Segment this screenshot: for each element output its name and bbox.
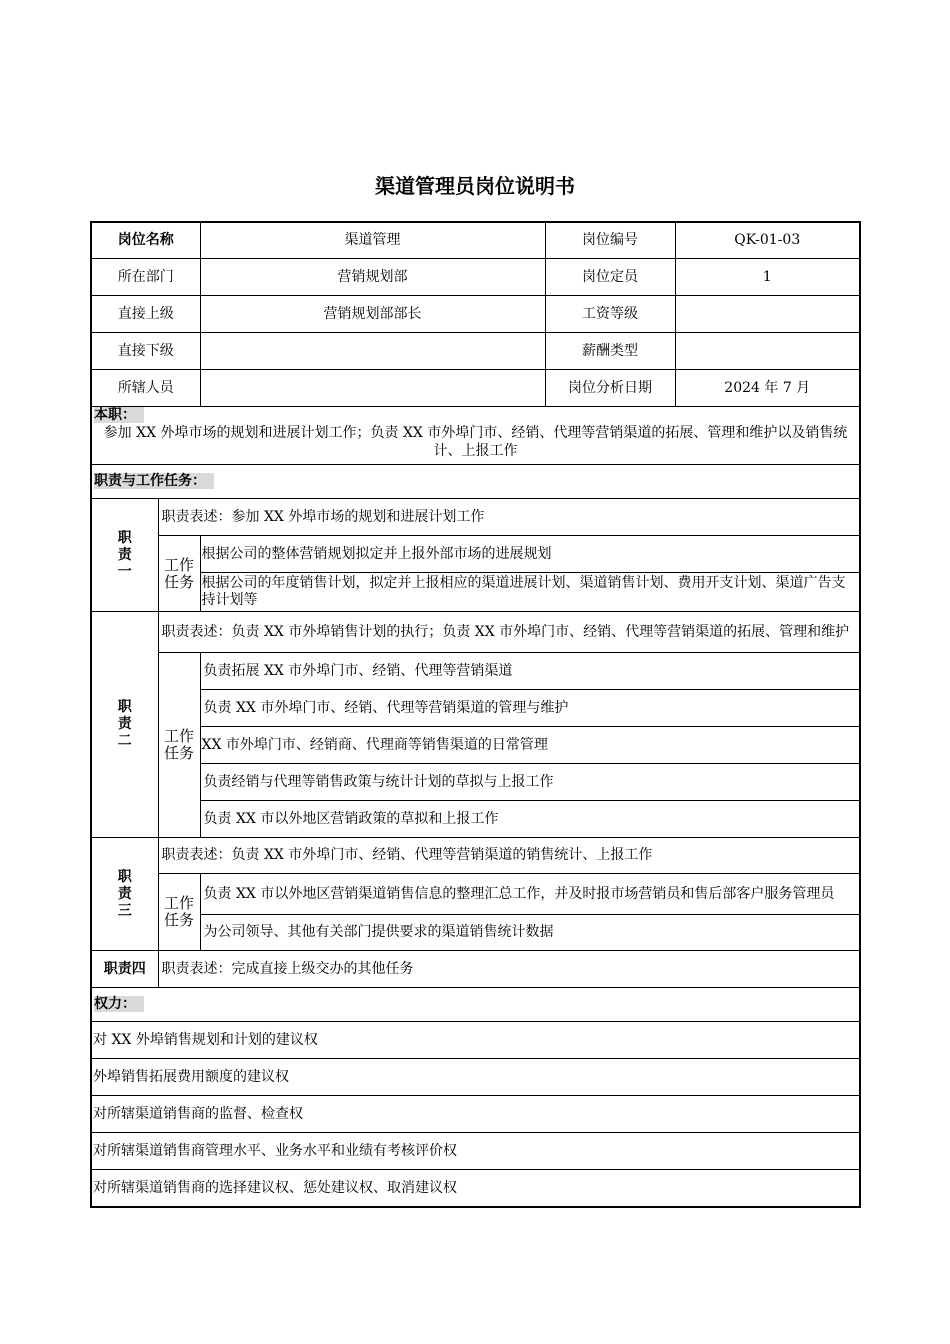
- duty-4-name: 职责四: [91, 951, 158, 988]
- authority-item-3: 对所辖渠道销售商的监督、检查权: [91, 1096, 860, 1133]
- duty-3-description: 职责表述：负责 XX 市外埠门市、经销、代理等营销渠道的销售统计、上报工作: [158, 838, 860, 874]
- duty-2-task-1: 负责拓展 XX 市外埠门市、经销、代理等营销渠道: [200, 653, 860, 690]
- duty-4-description: 职责表述：完成直接上级交办的其他任务: [158, 951, 860, 988]
- duty-1-description: 职责表述：参加 XX 外埠市场的规划和进展计划工作: [158, 499, 860, 536]
- position-name-value: 渠道管理: [200, 222, 545, 259]
- duty-2-task-5: 负责 XX 市以外地区营销政策的草拟和上报工作: [200, 801, 860, 838]
- duty-2-task-2: 负责 XX 市外埠门市、经销、代理等营销渠道的管理与维护: [200, 690, 860, 727]
- headcount-label: 岗位定员: [545, 259, 675, 296]
- authority-row: [91, 1022, 860, 1059]
- position-code-label: 岗位编号: [545, 222, 675, 259]
- salary-grade-label: 工资等级: [545, 296, 675, 333]
- headcount-value: 1: [675, 259, 860, 296]
- duty-2-task-row: [91, 653, 860, 690]
- superior-label: 直接上级: [91, 296, 200, 333]
- subordinate-label: 直接下级: [91, 333, 200, 370]
- job-description-table: [90, 221, 861, 1208]
- duty-3-description-row: [91, 838, 860, 874]
- responsibilities-header-row: [91, 465, 860, 499]
- duty-3-task-2: 为公司领导、其他有关部门提供要求的渠道销售统计数据: [200, 915, 860, 951]
- authority-row: [91, 1133, 860, 1170]
- duty-3-task-1: 负责 XX 市以外地区营销渠道销售信息的整理汇总工作，并及时报市场营销员和售后部客户服务管理员: [200, 874, 860, 915]
- duty-2-name: 职责二: [91, 612, 158, 838]
- department-label: 所在部门: [91, 259, 200, 296]
- position-name-label: 岗位名称: [91, 222, 200, 259]
- authority-row: [91, 1096, 860, 1133]
- duty-2-description-row: [91, 612, 860, 653]
- authority-row: [91, 1170, 860, 1208]
- staff-value: [200, 370, 545, 407]
- pay-type-value: [675, 333, 860, 370]
- duty-1-task-row: [91, 573, 860, 612]
- duty-1-description-row: [91, 499, 860, 536]
- authority-item-2: 外埠销售拓展费用额度的建议权: [91, 1059, 860, 1096]
- duty-1-task-row: [91, 536, 860, 573]
- authority-header-row: [91, 988, 860, 1022]
- duty-2-task-3: XX 市外埠门市、经销商、代理商等销售渠道的日常管理: [200, 727, 860, 764]
- responsibilities-label: 职责与工作任务：: [94, 473, 214, 489]
- info-row-staff: [91, 370, 860, 407]
- duty-row: [91, 407, 860, 465]
- subordinate-value: [200, 333, 545, 370]
- duty-2-task-row: [91, 801, 860, 838]
- duty-label: 本职：: [94, 407, 144, 423]
- authority-item-1: 对 XX 外埠销售规划和计划的建议权: [91, 1022, 860, 1059]
- duty-1-name: 职责一: [91, 499, 158, 612]
- authority-item-4: 对所辖渠道销售商管理水平、业务水平和业绩有考核评价权: [91, 1133, 860, 1170]
- info-row-subordinate: [91, 333, 860, 370]
- duty-3-task-row: [91, 915, 860, 951]
- analysis-date-label: 岗位分析日期: [545, 370, 675, 407]
- duty-text: 参加 XX 外埠市场的规划和进展计划工作；负责 XX 市外埠门市、经销、代理等营销渠道的拓展、管理和维护以及销售统计、上报工作: [103, 425, 848, 459]
- authority-item-5: 对所辖渠道销售商的选择建议权、惩处建议权、取消建议权: [91, 1170, 860, 1208]
- duty-1-task-label: 工作任务: [158, 536, 200, 612]
- duty-2-task-row: [91, 727, 860, 764]
- salary-grade-value: [675, 296, 860, 333]
- duty-2-task-label: 工作任务: [158, 653, 200, 838]
- duty-3-task-row: [91, 874, 860, 915]
- info-row-department: [91, 259, 860, 296]
- duty-4-row: [91, 951, 860, 988]
- duty-2-description: 职责表述：负责 XX 市外埠销售计划的执行；负责 XX 市外埠门市、经销、代理等营销渠道的拓展、管理和维护: [158, 612, 860, 653]
- info-row-superior: [91, 296, 860, 333]
- authority-row: [91, 1059, 860, 1096]
- analysis-date-value: 2024 年 7 月: [675, 370, 860, 407]
- pay-type-label: 薪酬类型: [545, 333, 675, 370]
- document-title: 渠道管理员岗位说明书: [375, 174, 575, 198]
- duty-2-task-row: [91, 690, 860, 727]
- duty-2-task-row: [91, 764, 860, 801]
- duty-1-task-2: 根据公司的年度销售计划，拟定并上报相应的渠道进展计划、渠道销售计划、费用开支计划、渠道广告支持计划等: [200, 573, 860, 612]
- staff-label: 所辖人员: [91, 370, 200, 407]
- department-value: 营销规划部: [200, 259, 545, 296]
- info-row-name: [91, 222, 860, 259]
- duty-2-task-4: 负责经销与代理等销售政策与统计计划的草拟与上报工作: [200, 764, 860, 801]
- position-code-value: QK-01-03: [675, 222, 860, 259]
- superior-value: 营销规划部部长: [200, 296, 545, 333]
- duty-3-name: 职责三: [91, 838, 158, 951]
- duty-3-task-label: 工作任务: [158, 874, 200, 951]
- duty-1-task-1: 根据公司的整体营销规划拟定并上报外部市场的进展规划: [200, 536, 860, 573]
- authority-label: 权力：: [94, 996, 144, 1012]
